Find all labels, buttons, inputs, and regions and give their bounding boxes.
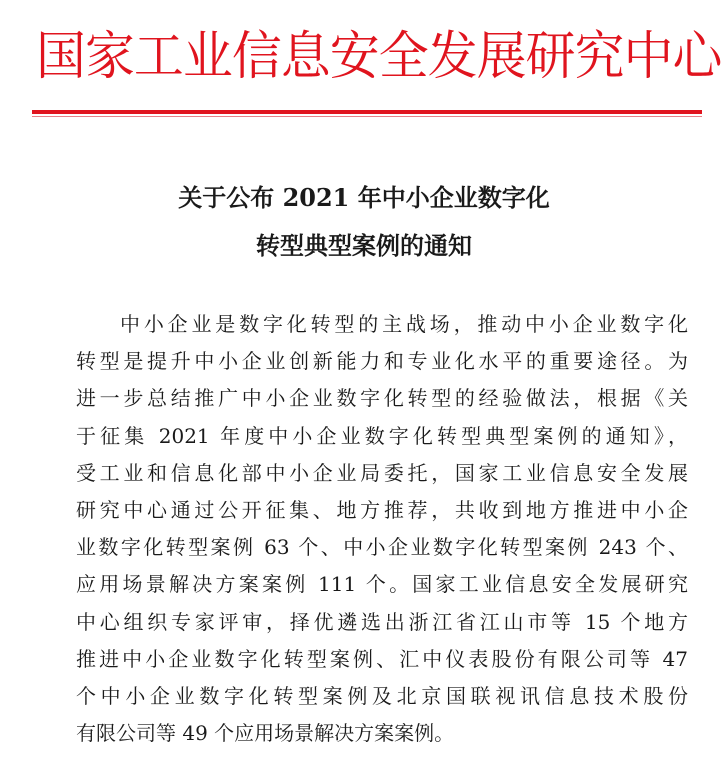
- body-line: 有限公司等 49 个应用场景解决方案案例。: [76, 721, 455, 746]
- body-line: 推进中小企业数字化转型案例、汇中仪表股份有限公司等 47: [76, 646, 688, 671]
- body-line: 转型是提升中小企业创新能力和专业化水平的重要途径。为: [76, 349, 688, 374]
- letterhead-red-rule: [32, 110, 702, 114]
- body-line: 业数字化转型案例 63 个、中小企业数字化转型案例 243 个、: [76, 535, 688, 560]
- letterhead-organization-name: 国家工业信息安全发展研究中心: [36, 27, 722, 87]
- letterhead-thin-rule: [32, 116, 702, 117]
- body-line: 中小企业是数字化转型的主战场，推动中小企业数字化: [120, 312, 688, 336]
- body-line: 应用场景解决方案案例 111 个。国家工业信息安全发展研究: [76, 572, 688, 597]
- body-line: 受工业和信息化部中小企业局委托，国家工业信息安全发展: [76, 460, 688, 485]
- notice-title-line-2: 转型典型案例的通知: [256, 231, 472, 260]
- body-line: 个中小企业数字化转型案例及北京国联视讯信息技术股份: [76, 684, 688, 709]
- notice-title-line-1: 关于公布 2021 年中小企业数字化: [178, 183, 550, 212]
- body-line: 研究中心通过公开征集、地方推荐，共收到地方推进中小企: [76, 498, 688, 523]
- body-line: 于征集 2021 年度中小企业数字化转型典型案例的通知》，: [76, 423, 688, 448]
- body-line: 进一步总结推广中小企业数字化转型的经验做法，根据《关: [76, 386, 688, 411]
- body-line: 中心组织专家评审，择优遴选出浙江省江山市等 15 个地方: [76, 609, 688, 634]
- notice-body: [76, 306, 688, 752]
